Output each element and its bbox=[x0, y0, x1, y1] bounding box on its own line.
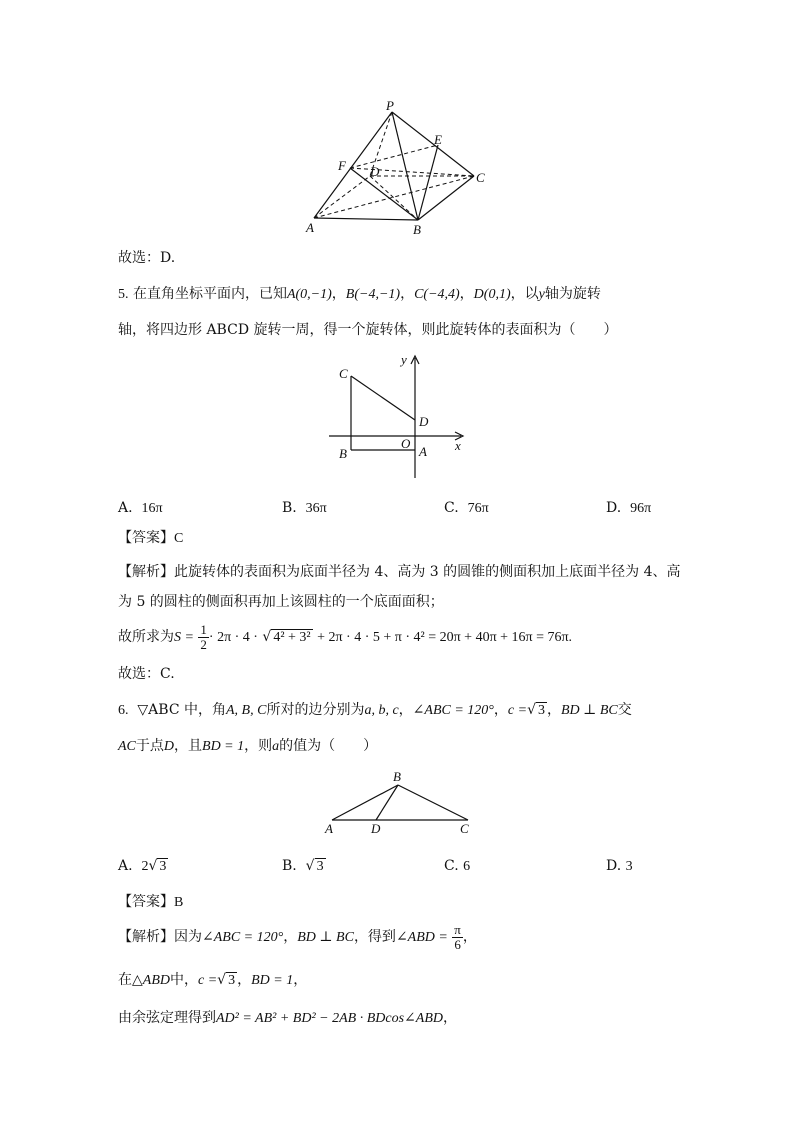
q5-stem-1a: 在直角坐标平面内，已知 bbox=[132, 286, 287, 302]
triangle-figure bbox=[320, 765, 480, 837]
fig3-label-b: B bbox=[393, 769, 401, 784]
q6-option-d[interactable]: D. 3 bbox=[606, 858, 633, 874]
q5-conclusion: 故选：C. bbox=[118, 666, 175, 682]
q4-answer-line: 故选：D. bbox=[118, 250, 176, 266]
fig1-label-f: F bbox=[338, 158, 346, 173]
fig1-label-b: B bbox=[413, 222, 421, 237]
fig2-label-d: D bbox=[419, 414, 429, 429]
q6-option-c[interactable]: C. 6 bbox=[444, 858, 471, 874]
fig3-label-d: D bbox=[371, 821, 381, 836]
q5-point-a: A(0,−1) bbox=[286, 287, 332, 302]
fig2-label-a: A bbox=[419, 444, 427, 459]
q5-answer: 【答案】C bbox=[118, 530, 184, 546]
q6-option-b[interactable]: B. √ 3 bbox=[282, 858, 324, 874]
fig2-label-o: O bbox=[401, 436, 411, 451]
q5-number: 5. bbox=[118, 287, 129, 302]
fig2-label-x: x bbox=[455, 438, 461, 453]
q5-point-c: C(−4,4) bbox=[414, 287, 460, 302]
q5-option-d[interactable]: D. 96π bbox=[606, 500, 652, 516]
q5-point-d: D(0,1) bbox=[473, 287, 511, 302]
q5-stem-line-1: 5. 在直角坐标平面内，已知A(0,−1)，B(−4,−1)，C(−4,4)，D(0,1)，以y轴为旋转 bbox=[118, 286, 601, 302]
q5-point-b: B(−4,−1) bbox=[345, 287, 401, 302]
fig3-label-c: C bbox=[460, 821, 469, 836]
q5-option-c[interactable]: C. 76π bbox=[444, 500, 489, 516]
q5-y: y bbox=[538, 287, 545, 302]
q5-stem-1b: ，以 bbox=[510, 286, 539, 302]
q5-option-a[interactable]: A. 16π bbox=[118, 500, 163, 516]
fig2-label-b: B bbox=[339, 446, 347, 461]
q6-answer: 【答案】B bbox=[118, 894, 184, 910]
pyramid-figure bbox=[300, 98, 500, 238]
fig1-label-c: C bbox=[476, 170, 485, 185]
q5-analysis-2: 为 5 的圆柱的侧面积再加上该圆柱的一个底面面积； bbox=[118, 594, 444, 610]
coordinate-figure bbox=[325, 350, 475, 482]
fig1-label-e: E bbox=[434, 132, 442, 147]
q5-analysis-1: 【解析】此旋转体的表面积为底面半径为 4、高为 3 的圆锥的侧面积加上底面半径为 4、高 bbox=[118, 564, 681, 580]
q6-stem-line-1: 6. ▽ABC 中，角A, B, C所对的边分别为a, b, c，∠ABC = 120°，c =√ 3 ，BD ⊥ BC交 bbox=[118, 702, 632, 718]
q6-analysis-3: 由余弦定理得到AD² = AB² + BD² − 2AB · BDcos∠ABD， bbox=[118, 1010, 457, 1026]
fig2-label-y: y bbox=[401, 352, 407, 367]
q6-stem-line-2: AC于点D，且BD = 1，则a的值为（ ） bbox=[118, 738, 378, 754]
q5-stem-2: 轴，将四边形 ABCD 旋转一周，得一个旋转体，则此旋转体的表面积为（ ） bbox=[118, 322, 618, 338]
fig1-label-a: A bbox=[306, 220, 314, 235]
fig1-label-p: P bbox=[386, 98, 394, 113]
q5-formula: 故所求为S = $\frac{1}{2}$ · 2π · 4 · √ 4² + 3² + 2π · 4 · 5 + π · 4² = 20π + 40π + 16π = 76π. bbox=[118, 621, 573, 652]
fig2-label-c: C bbox=[339, 366, 348, 381]
q5-stem-1c: 轴为旋转 bbox=[544, 286, 601, 302]
fig1-label-d: D bbox=[370, 164, 380, 179]
q5-option-b[interactable]: B. 36π bbox=[282, 500, 327, 516]
q6-analysis-2: 在△ABD中，c =√ 3 ，BD = 1， bbox=[118, 972, 308, 988]
q6-analysis-1: 【解析】因为∠ABC = 120°，BD ⊥ BC，得到∠ABD = $\frac{\pi}{6}$ ， bbox=[118, 921, 477, 952]
q6-option-a[interactable]: A. 2√ 3 bbox=[118, 858, 167, 874]
fig3-label-a: A bbox=[325, 821, 333, 836]
